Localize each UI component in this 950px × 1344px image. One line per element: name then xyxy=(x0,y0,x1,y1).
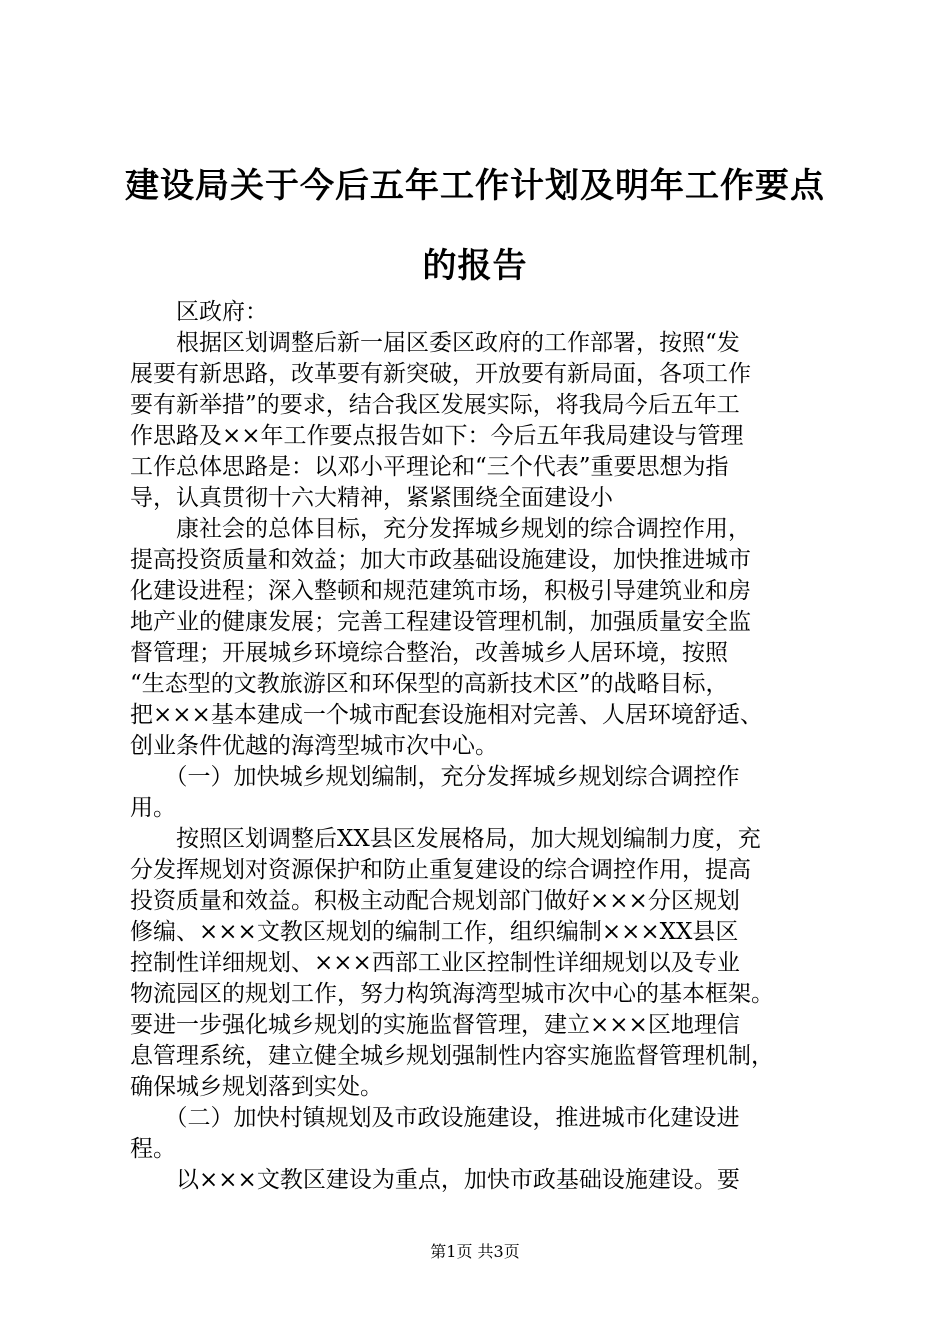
document-title-line-2: 的报告 xyxy=(422,246,528,286)
body-line: 息管理系统，建立健全城乡规划强制性内容实施监督管理机制， xyxy=(130,1043,774,1069)
body-line: 要有新举措”的要求，结合我区发展实际，将我局今后五年工 xyxy=(130,392,740,418)
body-line: 程。 xyxy=(130,1136,176,1162)
body-line: 物流园区的规划工作，努力构筑海湾型城市次中心的基本框架。 xyxy=(130,981,774,1007)
body-line: 区政府： xyxy=(130,299,268,325)
body-line: 化建设进程；深入整顿和规范建筑市场，积极引导建筑业和房 xyxy=(130,578,751,604)
body-line: 确保城乡规划落到实处。 xyxy=(130,1074,383,1100)
body-line: 投资质量和效益。积极主动配合规划部门做好×××分区规划 xyxy=(130,888,740,914)
body-line: 要进一步强化城乡规划的实施监督管理，建立×××区地理信 xyxy=(130,1012,740,1038)
document-title-line-1: 建设局关于今后五年工作计划及明年工作要点 xyxy=(125,166,825,206)
body-line: 创业条件优越的海湾型城市次中心。 xyxy=(130,733,498,759)
body-line: 把×××基本建成一个城市配套设施相对完善、人居环境舒适、 xyxy=(130,702,763,728)
body-line: 地产业的健康发展；完善工程建设管理机制，加强质量安全监 xyxy=(130,609,751,635)
body-line: 督管理；开展城乡环境综合整治，改善城乡人居环境，按照 xyxy=(130,640,728,666)
body-line: 作思路及××年工作要点报告如下：今后五年我局建设与管理 xyxy=(130,423,744,449)
body-line: 展要有新思路，改革要有新突破，开放要有新局面，各项工作 xyxy=(130,361,751,387)
body-line: 导，认真贯彻十六大精神，紧紧围绕全面建设小 xyxy=(130,485,613,511)
body-line: 工作总体思路是：以邓小平理论和“三个代表”重要思想为指 xyxy=(130,454,729,480)
body-line: 修编、×××文教区规划的编制工作，组织编制×××XX县区 xyxy=(130,919,739,945)
body-line: 提高投资质量和效益；加大市政基础设施建设，加快推进城市 xyxy=(130,547,751,573)
body-line: （二）加快村镇规划及市政设施建设，推进城市化建设进 xyxy=(130,1105,740,1131)
body-line: 以×××文教区建设为重点，加快市政基础设施建设。要 xyxy=(130,1167,740,1193)
page-footer: 第1页 共3页 xyxy=(430,1242,520,1261)
body-line: 按照区划调整后XX县区发展格局，加大规划编制力度，充 xyxy=(130,826,761,852)
body-line: 康社会的总体目标，充分发挥城乡规划的综合调控作用， xyxy=(130,516,751,542)
body-line: （一）加快城乡规划编制，充分发挥城乡规划综合调控作 xyxy=(130,764,740,790)
document-body xyxy=(130,297,830,1196)
body-line: “生态型的文教旅游区和环保型的高新技术区”的战略目标， xyxy=(130,671,729,697)
body-line: 根据区划调整后新一届区委区政府的工作部署，按照“发 xyxy=(130,330,740,356)
body-line: 控制性详细规划、×××西部工业区控制性详细规划以及专业 xyxy=(130,950,740,976)
body-line: 分发挥规划对资源保护和防止重复建设的综合调控作用，提高 xyxy=(130,857,751,883)
body-line: 用。 xyxy=(130,795,176,821)
